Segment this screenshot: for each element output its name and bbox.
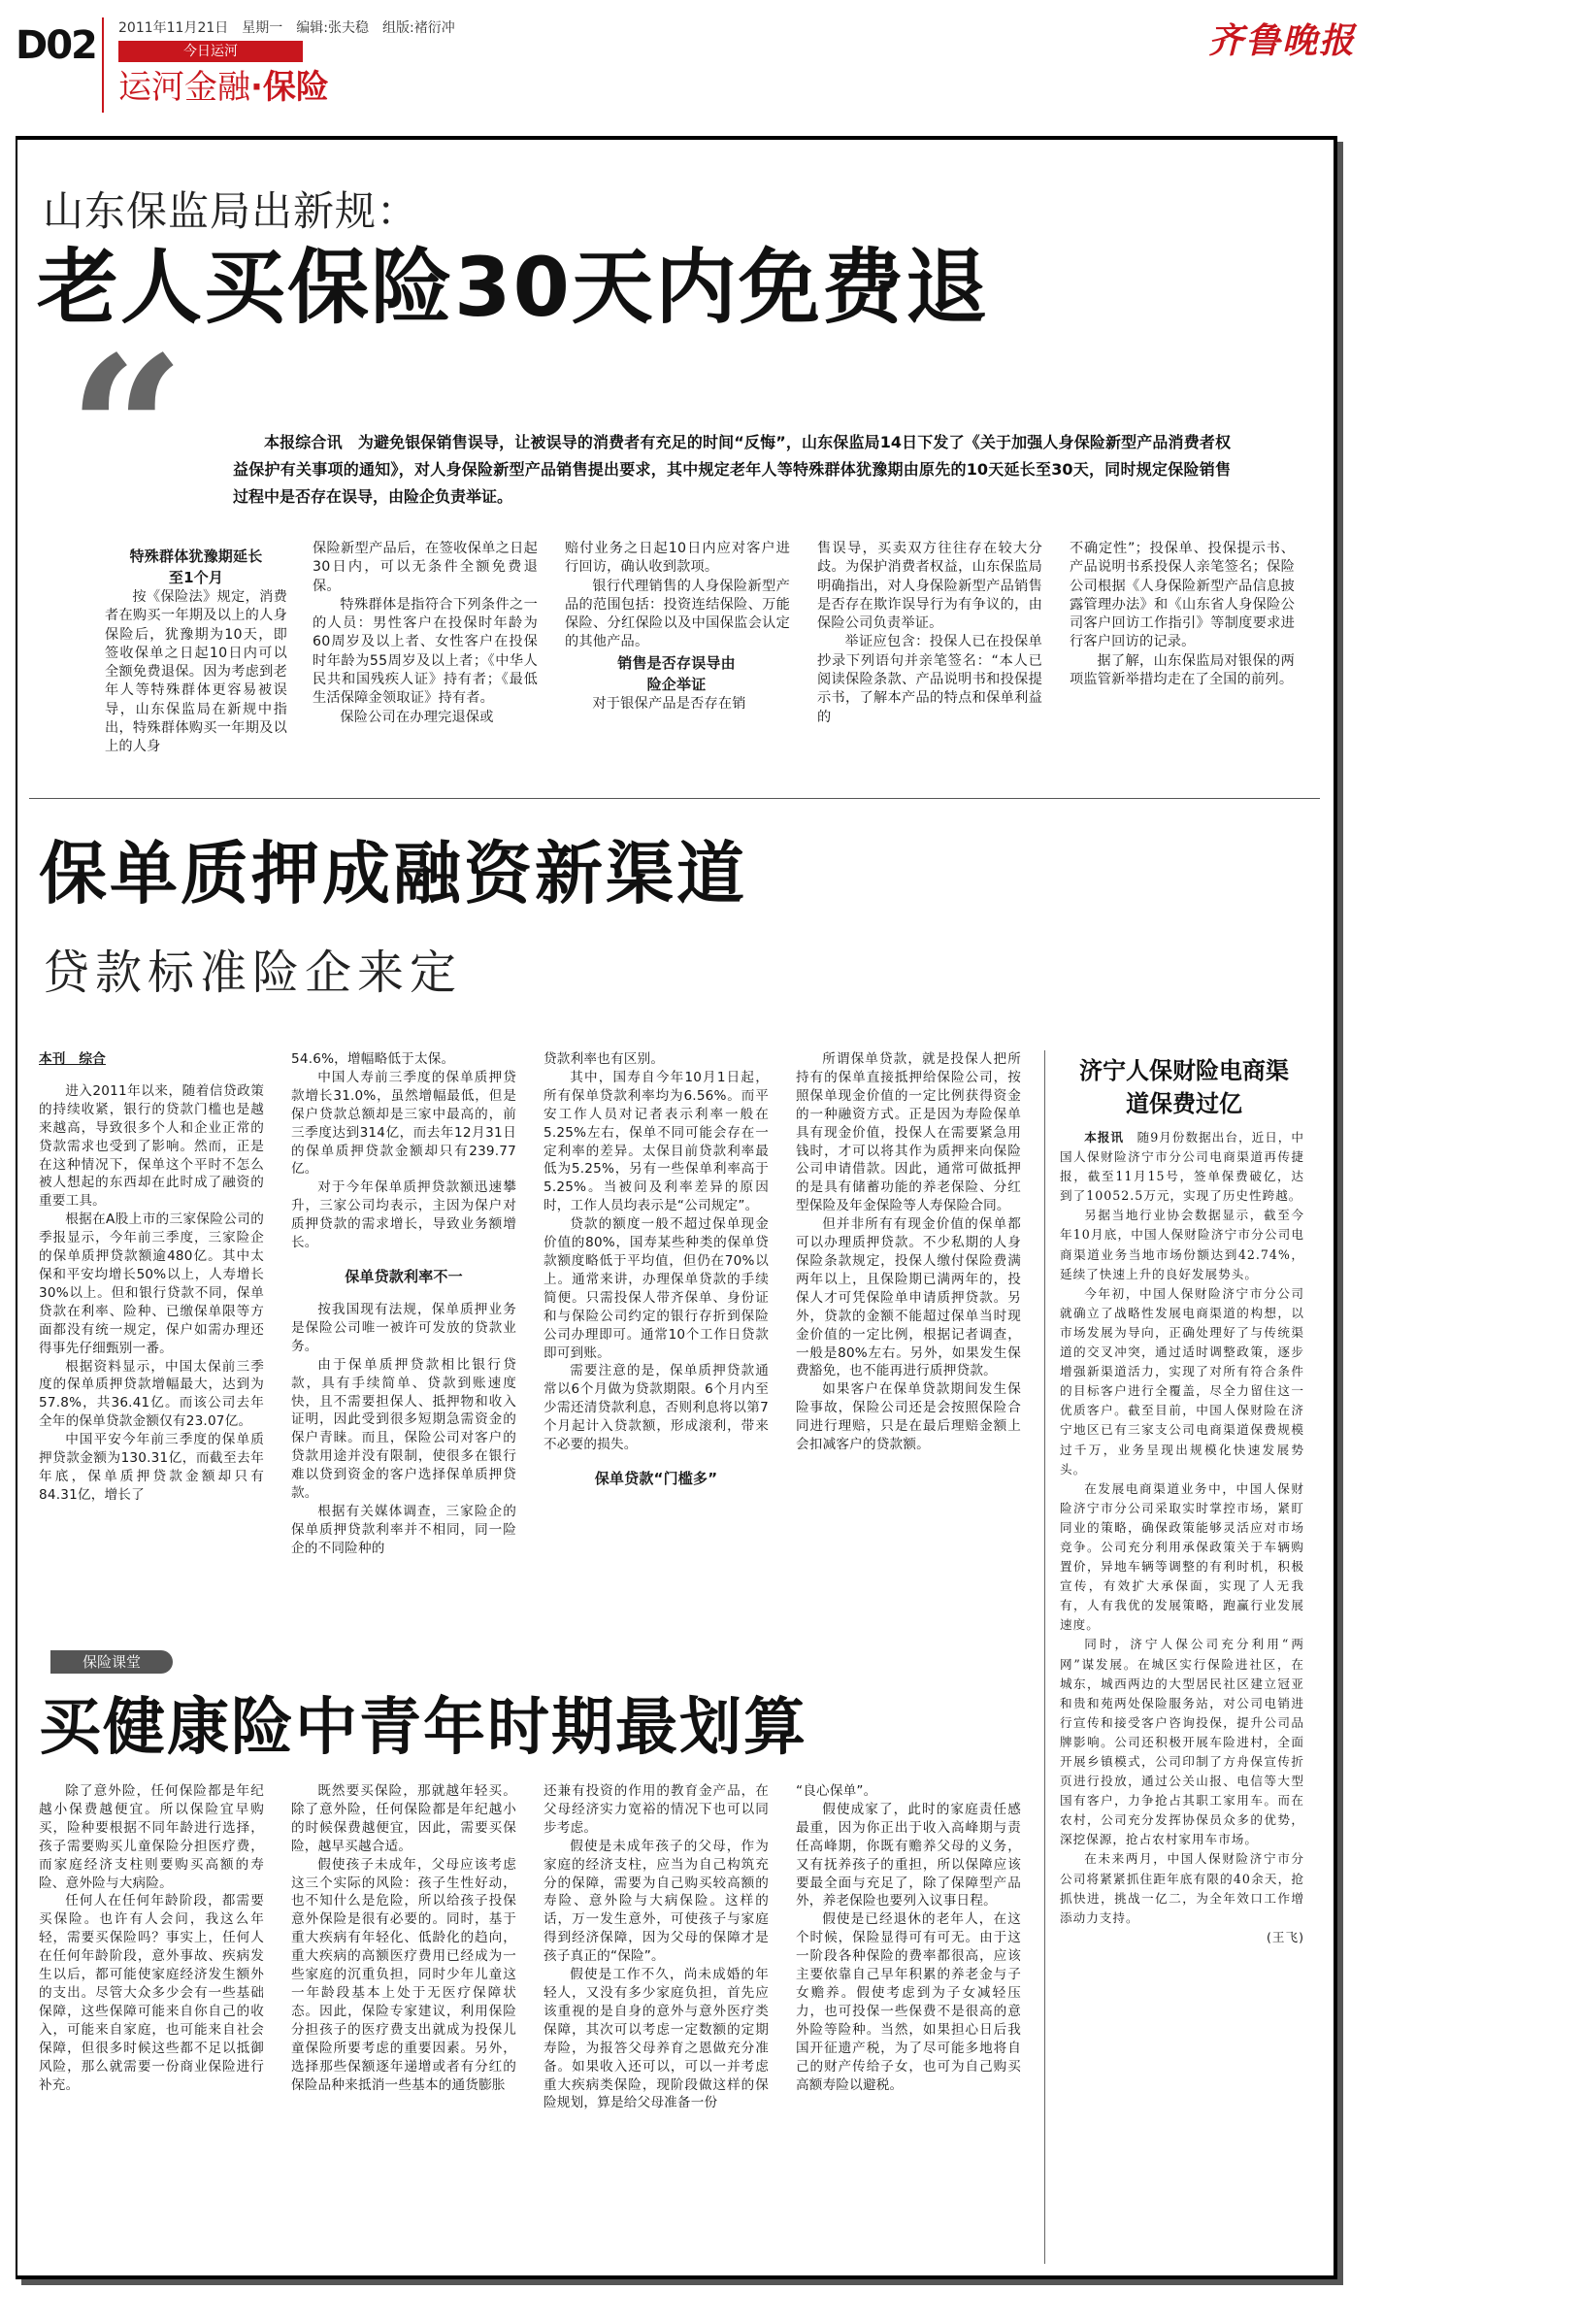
section-title xyxy=(118,66,329,109)
article2-c4-p1: 所谓保单贷款，就是投保人把所持有的保单直接抵押给保险公司，按照保单现金价值的一定比例获得资金的一种融资方式。正是因为寿险保单具有现金价值，投保人在需要紧急用钱时，才可以将其作为质押来向保险公司申请借款。因此，通常可做抵押的是具有储蓄功能的养老保险、分红型保险及年金保险等人寿保险合同。 xyxy=(796,1051,1021,1214)
article3-tag xyxy=(50,1650,173,1674)
article1-sub1: 特殊群体犹豫期延长至1个月 xyxy=(129,548,263,586)
article1-sub2: 销售是否存误导由险企举证 xyxy=(617,653,736,693)
section-tag xyxy=(118,41,303,62)
article1-col3b: 银行代理销售的人身保险新型产品的范围包括：投资连结保险、万能保险、分红保险以及中国保监会认定的其他产品。 xyxy=(565,578,790,650)
article1-col5 xyxy=(1070,540,1295,689)
article3-c2-p1: 既然要买保险，那就越年轻买。除了意外险，任何保险都是年纪越小的时候保费越便宜，因此，需要买保险，越早买越合适。 xyxy=(291,1783,516,1854)
masthead-divider xyxy=(102,17,104,113)
article1-col4a: 售误导，买卖双方往往存在较大分歧。为保护消费者权益，山东保监局明确指出，对人身保险新型产品销售是否存在欺诈误导行为有争议的，由保险公司负责举证。 xyxy=(817,541,1042,632)
frame-shadow-bottom xyxy=(21,2279,1343,2285)
article2-c4-p2: 但并非所有有现金价值的保单都可以办理质押贷款。不少私期的人身保险条款规定，投保人缴付保险费满两年以上，且保险期已满两年的，投保人才可凭保险单申请质押贷款。另外，贷款的金额不能超过保单当时现金价值的一定比例，根据记者调查，一般是80%左右。另外，如果发生保费豁免，也不能再进行质押贷款。 xyxy=(796,1216,1021,1379)
article2-byline: 本刊 综合 xyxy=(39,1051,106,1067)
article3-tag-text: 保险课堂 xyxy=(82,1653,141,1671)
article2-c1-p3: 根据资料显示，中国太保前三季度的保单质押贷款增幅最大，达到为57.8%，共36.41亿。而该公司去年全年的保单贷款金额仅有23.07亿。 xyxy=(39,1358,264,1430)
article1-col2c: 保险公司在办理完退保或 xyxy=(340,709,494,725)
sidebar-byline: 本报讯 xyxy=(1084,1130,1125,1145)
sidebar-p1: 随9月份数据出台，近日，中国人保财险济宁市分公司电商渠道再传捷报，截至11月15号，签单保费破亿，达到了10052.5万元，实现了历史性跨越。 xyxy=(1060,1130,1305,1204)
article1-divider xyxy=(29,798,1320,799)
sidebar-divider xyxy=(1044,1050,1045,2264)
article3-c4-p3: 假使是已经退休的老年人，在这个时候，保险显得可有可无。由于这一阶段各种保险的费率都很高，应该主要依靠自己早年积累的养老金与子女赡养。假使考虑到为子女减轻压力，也可投保一些保费不是很高的意外险等险种。当然，如果担心日后我国开征遗产税，为了尽可能多地将自己的财产传给子女，也可为自己购买高额寿险以避税。 xyxy=(796,1911,1021,2093)
article1-col5a: 不确定性”；投保单、投保提示书、产品说明书系投保人亲笔签名；保险公司根据《人身保险新型产品信息披露管理办法》和《山东省人身保险公司客户回访工作指引》等制度要求进行客户回访的记录。 xyxy=(1070,541,1295,650)
article2-c3-p3: 贷款的额度一般不超过保单现金价值的80%，国寿某些种类的保单贷款额度略低于平均值，但仍在70%以上。通常来讲，办理保单贷款的手续简便。只需投保人带齐保单、身份证和与保险公司约定的银行存折到保险公司办理即可。通常10个工作日贷款即可到账。 xyxy=(543,1216,769,1361)
sidebar-p3: 今年初，中国人保财险济宁市分公司就确立了战略性发展电商渠道的构想，以市场发展为导向，正确处理好了与传统渠道的交叉冲突，通过适时调整政策，逐步增强新渠道活力，实现了对所有符合条件的目标客户进行全覆盖，尽全力留住这一优质客户。截至目前，中国人保财险在济宁地区已有三家支公司电商渠道保费规模过千万，业务呈现出规模化快速发展势头。 xyxy=(1060,1285,1304,1477)
newspaper-logo: 齐鲁晚报 xyxy=(1208,20,1357,61)
article2-c2-p2: 中国人寿前三季度的保单质押贷款增长31.0%，虽然增幅最低，但是保户贷款总额却是三家中最高的，前三季度达到314亿，而去年12月31日的保单质押贷款金额却只有239.77亿。 xyxy=(291,1069,516,1178)
frame-top xyxy=(16,136,1337,140)
page-number: D02 xyxy=(16,23,96,68)
article1-col2a: 保险新型产品后，在签收保单之日起30日内，可以无条件全额免费退保。 xyxy=(313,541,538,594)
article3-col4 xyxy=(796,1782,1021,2094)
article3-c3-p2: 假使是未成年孩子的父母，作为家庭的经济支柱，应当为自己构筑充分的保障，需要为自己购买较高额的寿险、意外险与大病保险。这样的话，万一发生意外，可使孩子与家庭得到经济保障，因为父母的保障才是孩子真正的“保险”。 xyxy=(543,1838,769,1965)
sidebar-body xyxy=(1060,1128,1304,1947)
date-line: 2011年11月21日 星期一 编辑:张夫稳 组版:褚衍冲 xyxy=(118,20,455,36)
article1-col4 xyxy=(817,540,1042,727)
article3-col3 xyxy=(543,1782,769,2112)
section-title-a: 运河金融 xyxy=(118,68,250,107)
section-title-b: 保险 xyxy=(262,68,329,107)
article2-c2-p4: 按我国现有法规，保单质押业务是保险公司唯一被许可发放的贷款业务。 xyxy=(291,1301,516,1354)
frame-left xyxy=(16,136,17,2279)
article2-col3 xyxy=(543,1050,769,1503)
article3-c3-p3: 假使是工作不久，尚未成婚的年轻人，又没有多少家庭负担，首先应该重视的是自身的意外与意外医疗类保障，其次可以考虑一定数额的定期寿险，为报答父母养育之恩做充分准备。如果收入还可以，可以一并考虑重大疾病类保险，现阶段做这样的保险规划，算是给父母准备一份 xyxy=(543,1967,769,2111)
article2-col2 xyxy=(291,1050,516,1558)
article3-col2 xyxy=(291,1782,516,2094)
article3-c4-p2: 假使成家了，此时的家庭责任感最重，因为你正出于收入高峰期与责任高峰期，你既有赡养父母的义务，又有抚养孩子的重担，所以保障应该要最全面与充足了，除了保障型产品外，养老保险也要列入议事日程。 xyxy=(796,1801,1021,1909)
article2-c2-sub: 保单贷款利率不一 xyxy=(345,1267,463,1285)
article2-headline: 保单质押成融资新渠道 xyxy=(39,834,747,913)
sidebar-p2: 另据当地行业协会数据显示，截至今年10月底，中国人保财险济宁市分公司电商渠道业务当地市场份额达到42.74%，延续了快速上升的良好发展势头。 xyxy=(1060,1208,1304,1281)
sidebar-p4: 在发展电商渠道业务中，中国人保财险济宁市分公司采取实时掌控市场，紧盯同业的策略，确保政策能够灵活应对市场竞争。公司充分利用承保政策关于车辆购置价，异地车辆等调整的有利时机，积极宣传，有效扩大承保面，实现了人无我有，人有我优的发展策略，跑赢行业发展速度。 xyxy=(1060,1480,1304,1633)
article1-col3c: 对于银保产品是否存在销 xyxy=(592,695,746,712)
article1-col1-text: 按《保险法》规定，消费者在购买一年期及以上的人身保险后，犹豫期为10天，即签收保单之日起10日内可以全额免费退保。因为考虑到老年人等特殊群体更容易被误导，山东保监局在新规中指出，特殊群体购买一年期及以上的人身 xyxy=(105,589,287,755)
article2-c3-p4: 需要注意的是，保单质押贷款通常以6个月做为贷款期限。6个月内至少需还清贷款利息，否则利息将以第7个月起计入贷款额，形成滚利，带来不必要的损失。 xyxy=(543,1363,769,1453)
section-tag-text: 今日运河 xyxy=(183,44,238,59)
article1-col3a: 赔付业务之日起10日内应对客户进行回访，确认收到款项。 xyxy=(565,541,790,576)
article3-c4-p1: “良心保单”。 xyxy=(796,1783,877,1799)
article3-col1 xyxy=(39,1782,264,2094)
article2-col4 xyxy=(796,1050,1021,1454)
article2-c2-p1: 54.6%，增幅略低于太保。 xyxy=(291,1051,455,1067)
article2-subhead: 贷款标准险企来定 xyxy=(43,946,463,1000)
article2-c2-p6: 根据有关媒体调查，三家险企的保单质押贷款利率并不相同，同一险企的不同险种的 xyxy=(291,1503,516,1556)
quote-mark: “ xyxy=(68,312,185,551)
frame-shadow-right xyxy=(1337,142,1343,2285)
sidebar-sign: (王飞) xyxy=(1266,1929,1304,1944)
article2-c2-p5: 由于保单质押贷款相比银行贷款，具有手续简单、贷款到账速度快，且不需要担保人、抵押物和收入证明，因此受到很多短期急需资金的保户青睐。而且，保险公司对客户的贷款用途并没有限制，使很多在银行难以贷到资金的客户选择保单质押贷款。 xyxy=(291,1356,516,1502)
article1-col2 xyxy=(313,540,538,727)
sidebar-p6: 在未来两月，中国人保财险济宁市分公司将紧紧抓住距年底有限的40余天，抢抓快进，挑战一亿二，为全年效口工作增添动力支持。 xyxy=(1060,1851,1304,1925)
article1-col2b: 特殊群体是指符合下列条件之一的人员：男性客户在投保时年龄为60周岁及以上者、女性客户在投保时年龄为55周岁及以上者；《中华人民共和国残疾人证》持有者；《最低生活保障金领取证》持有者。 xyxy=(313,596,538,707)
article3-c3-p1: 还兼有投资的作用的教育金产品，在父母经济实力宽裕的情况下也可以同步考虑。 xyxy=(543,1783,769,1836)
article2-c1-p2: 根据在A股上市的三家保险公司的季报显示，今年前三季度，三家险企的保单质押贷款额逾480亿。其中太保和平安均增长50%以上，人寿增长30%以上。但和银行贷款不同，保单贷款在利率、险种、已缴保单限等方面都没有统一规定，保户如需办理还得事先仔细甄别一番。 xyxy=(39,1212,264,1356)
sidebar-headline: 济宁人保财险电商渠道保费过亿 xyxy=(1079,1057,1289,1117)
sidebar-p5: 同时，济宁人保公司充分利用“两网”谋发展。在城区实行保险进社区，在城东，城西两边的大型居民社区建立冠亚和贵和苑两处保险服务站，对公司电销进行宣传和接受客户咨询投保，提升公司品牌影响。公司还积极开展车险进村，全面开展乡镇模式，公司印制了方舟保宣传折页进行投放，通过公关山报、电信等大型国有客户，力争抢占其职工家用车。而在农村，公司充分发挥协保员众多的优势，深挖保源，抢占农村家用车市场。 xyxy=(1060,1637,1304,1847)
article2-col1 xyxy=(39,1050,264,1505)
article1-col5b: 据了解，山东保监局对银保的两项监管新举措均走在了全国的前列。 xyxy=(1070,652,1295,688)
article2-c3-p1: 贷款利率也有区别。 xyxy=(543,1051,665,1067)
article3-c1-p1: 除了意外险，任何保险都是年纪越小保费越便宜。所以保险宜早购买，险种要根据不同年龄进行选择，孩子需要购买儿童保险分担医疗费，而家庭经济支柱则要购买高额的寿险、意外险与大病险。 xyxy=(39,1783,264,1891)
article3-headline: 买健康险中青年时期最划算 xyxy=(39,1692,807,1764)
article1-headline: 老人买保险30天内免费退 xyxy=(37,240,989,335)
article2-c2-p3: 对于今年保单质押贷款额迅速攀升，三家公司均表示，主因为保户对质押贷款的需求增长，导致业务额增长。 xyxy=(291,1179,516,1251)
article1-lead: 本报综合讯 为避免银保销售误导，让被误导的消费者有充足的时间“反悔”，山东保监局14日下发了《关于加强人身保险新型产品消费者权益保护有关事项的通知》，对人身保险新型产品销售提出要求，其中规定老年人等特殊群体犹豫期由原先的10天延长至30天，同时规定保险销售过程中是否存在误导，由险企负责举证。 xyxy=(233,433,1231,506)
article2-c1-p1: 进入2011年以来，随着信贷政策的持续收紧，银行的贷款门槛也是越来越高，导致很多个人和企业正常的贷款需求也受到了影响。然而，正是在这种情况下，保单这个平时不怎么被人想起的东西却在此时成了融资的重要工具。 xyxy=(39,1082,264,1210)
article2-c3-sub: 保单贷款“门槛多” xyxy=(594,1469,718,1487)
section-title-dot: · xyxy=(250,68,263,107)
article2-c4-p3: 如果客户在保单贷款期间发生保险事故，保险公司还是会按照保险合同进行理赔，只是在最后理赔金额上会扣减客户的贷款额。 xyxy=(796,1381,1021,1453)
article1-kicker: 山东保监局出新规： xyxy=(43,187,419,235)
article1-col4b: 举证应包含：投保人已在投保单抄录下列语句并亲笔签名：“本人已阅读保险条款、产品说明书和投保提示书，了解本产品的特点和保单利益的 xyxy=(817,634,1042,725)
article3-c2-p2: 假使孩子未成年，父母应该考虑这三个实际的风险：孩子生性好动，也不知什么是危险，所以给孩子投保意外保险是很有必要的。同时，基于重大疾病有年轻化、低龄化的趋向，重大疾病的高额医疗费用已经成为一些家庭的沉重负担，同时少年儿童这一年龄段基本上处于无医疗保障状态。因此，保险专家建议，利用保险分担孩子的医疗费支出就成为投保儿童保险所要考虑的重要因素。另外，选择那些保额逐年递增或者有分红的保险品种来抵消一些基本的通货膨胀 xyxy=(291,1856,516,2093)
article2-c3-p2: 其中，国寿自今年10月1日起，所有保单贷款利率均为6.56%。而平安工作人员对记者表示利率一般在5.25%左右，保单不同可能会存在一定利率的差异。太保目前贷款利率最低为5.25%，另有一些保单利率高于5.25%。当被问及利率差异的原因时，工作人员均表示是“公司规定”。 xyxy=(543,1069,769,1214)
article3-c1-p2: 任何人在任何年龄阶段，都需要买保险。也许有人会问，我这么年轻，需要买保险吗？事实上，任何人在任何年龄阶段，意外事故、疾病发生以后，都可能使家庭经济发生额外的支出。尽管大众多少会有一些基础保障，这些保障可能来自你自己的收入，可能来自家庭，也可能来自社会保障，但很多时候这些都不足以抵御风险，那么就需要一份商业保险进行补充。 xyxy=(39,1893,264,2093)
article1-col1 xyxy=(105,546,287,757)
article2-c1-p4: 中国平安今年前三季度的保单质押贷款金额为130.31亿，而截至去年年底，保单质押贷款金额却只有84.31亿，增长了 xyxy=(39,1432,264,1503)
article1-col3 xyxy=(565,540,790,714)
